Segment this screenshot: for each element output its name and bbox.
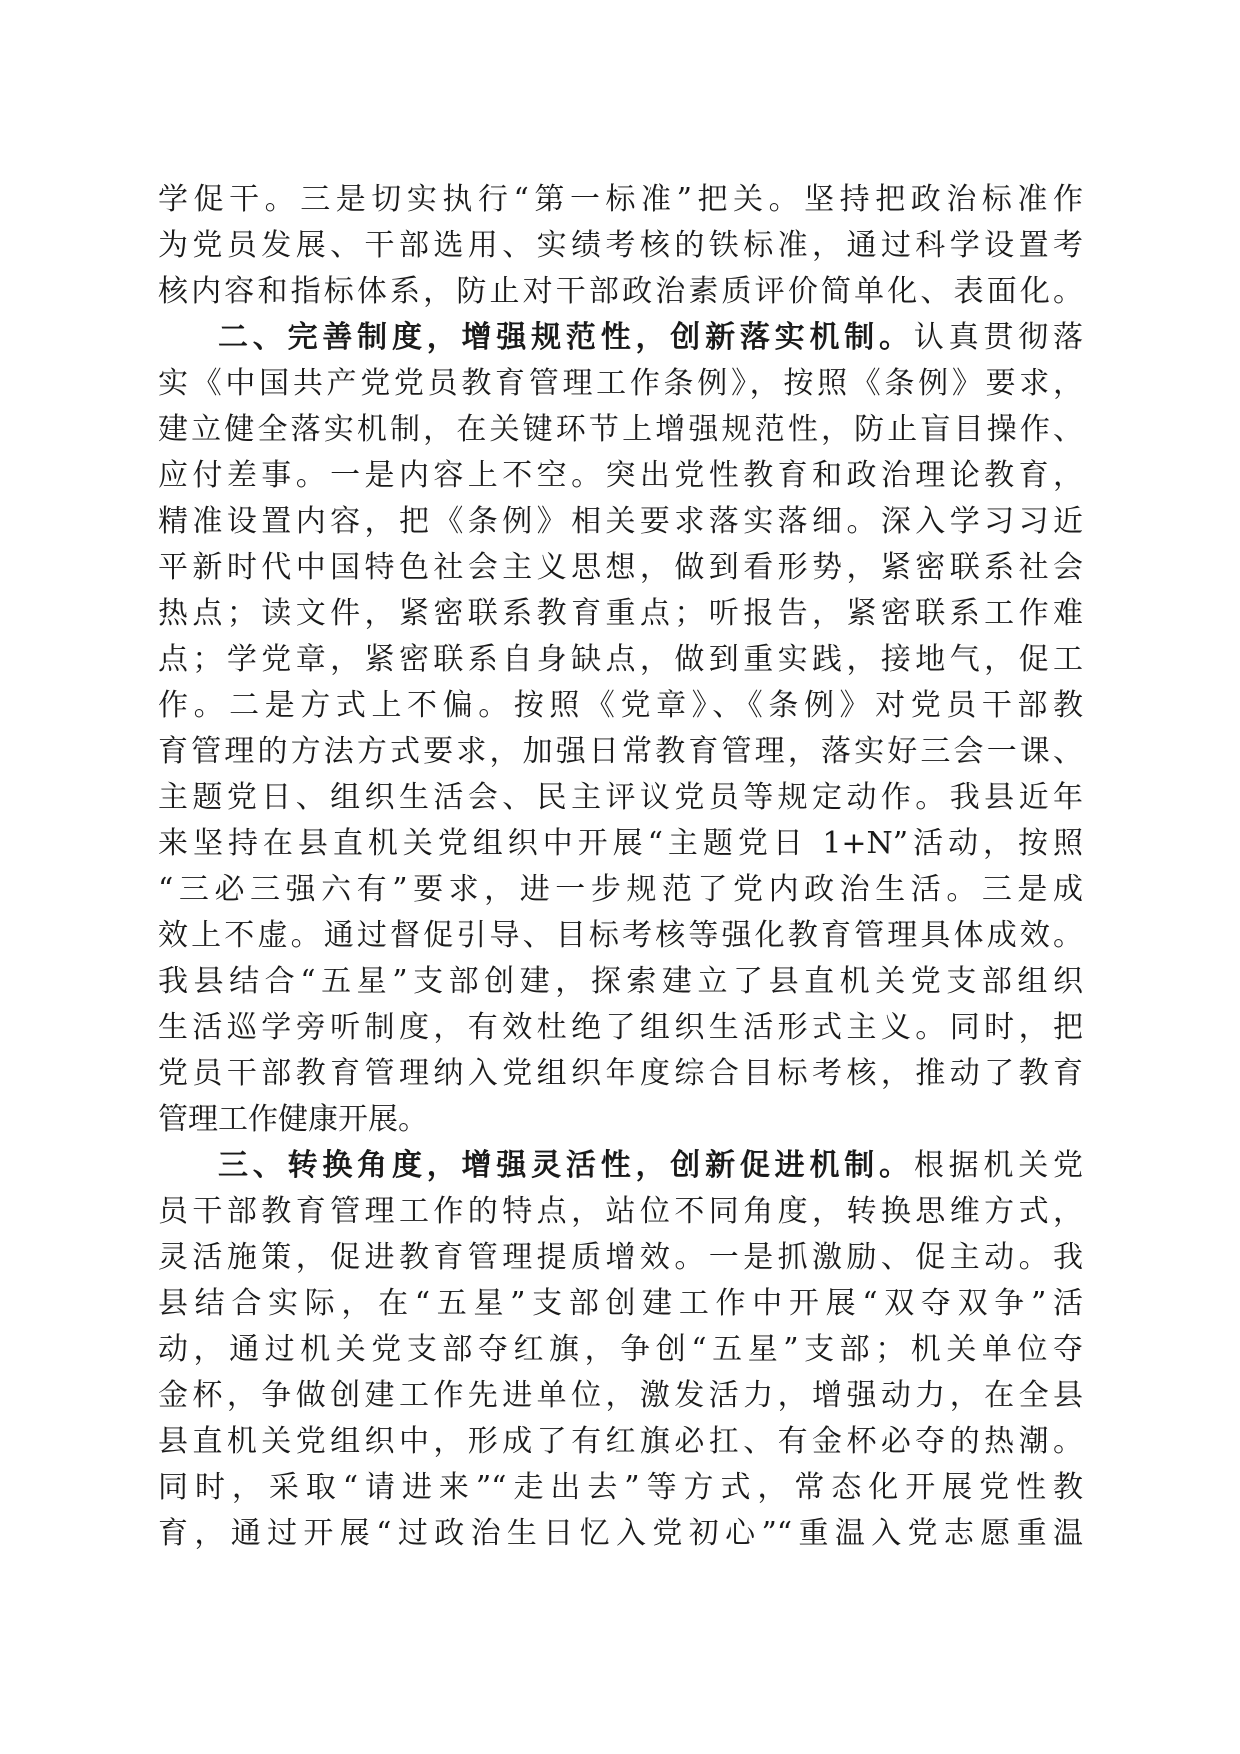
text-line: 员干部教育管理工作的特点，站位不同角度，转换思维方式， [158, 1194, 1083, 1229]
text-line: 平新时代中国特色社会主义思想，做到看形势，紧密联系社会 [158, 550, 1083, 585]
text-line: 效上不虚。通过督促引导、目标考核等强化教育管理具体成效。 [158, 918, 1083, 953]
text-line: 学促干。三是切实执行“第一标准”把关。坚持把政治标准作 [158, 182, 1083, 217]
text-line: 为党员发展、干部选用、实绩考核的铁标准，通过科学设置考 [158, 228, 1083, 263]
section-heading-paragraph [218, 315, 1083, 361]
text-line: 同时，采取“请进来”“走出去”等方式，常态化开展党性教 [158, 1470, 1083, 1505]
text-line: 精准设置内容，把《条例》相关要求落实落细。深入学习习近 [158, 504, 1083, 539]
text-line: 灵活施策，促进教育管理提质增效。一是抓激励、促主动。我 [158, 1240, 1083, 1275]
text-line: 育管理的方法方式要求，加强日常教育管理，落实好三会一课、 [158, 734, 1083, 769]
text-line: 县结合实际，在“五星”支部创建工作中开展“双夺双争”活 [158, 1286, 1083, 1321]
text-line: 党员干部教育管理纳入党组织年度综合目标考核，推动了教育 [158, 1056, 1083, 1091]
text-line: 建立健全落实机制，在关键环节上增强规范性，防止盲目操作、 [158, 412, 1083, 447]
section-heading: 三、转换角度，增强灵活性，创新促进机制。 [218, 1148, 914, 1183]
text-line: 管理工作健康开展。 [158, 1102, 428, 1137]
text-line: 生活巡学旁听制度，有效杜绝了组织生活形式主义。同时，把 [158, 1010, 1083, 1045]
text-segment: 根据机关党 [913, 1148, 1084, 1183]
text-line: 作。二是方式上不偏。按照《党章》、《条例》对党员干部教 [158, 688, 1083, 723]
section-heading: 二、完善制度，增强规范性，创新落实机制。 [218, 320, 914, 355]
text-line: “三必三强六有”要求，进一步规范了党内政治生活。三是成 [158, 872, 1083, 907]
text-line: 实《中国共产党党员教育管理工作条例》，按照《条例》要求， [158, 366, 1083, 401]
text-line: 点；学党章，紧密联系自身缺点，做到重实践，接地气，促工 [158, 642, 1083, 677]
text-line: 热点；读文件，紧密联系教育重点；听报告，紧密联系工作难 [158, 596, 1083, 631]
text-segment: 认真贯彻落 [913, 320, 1084, 355]
text-line: 主题党日、组织生活会、民主评议党员等规定动作。我县近年 [158, 780, 1083, 815]
text-line: 金杯，争做创建工作先进单位，激发活力，增强动力，在全县 [158, 1378, 1083, 1413]
text-line: 来坚持在县直机关党组织中开展“主题党日 1+N”活动，按照 [158, 826, 1083, 861]
text-line: 核内容和指标体系，防止对干部政治素质评价简单化、表面化。 [158, 274, 1083, 309]
section-heading-paragraph [218, 1143, 1083, 1189]
text-line: 动，通过机关党支部夺红旗，争创“五星”支部；机关单位夺 [158, 1332, 1083, 1367]
text-line: 育，通过开展“过政治生日忆入党初心”“重温入党志愿重温 [158, 1516, 1083, 1551]
text-line: 县直机关党组织中，形成了有红旗必扛、有金杯必夺的热潮。 [158, 1424, 1083, 1459]
text-line: 应付差事。一是内容上不空。突出党性教育和政治理论教育， [158, 458, 1083, 493]
text-line: 我县结合“五星”支部创建，探索建立了县直机关党支部组织 [158, 964, 1083, 999]
